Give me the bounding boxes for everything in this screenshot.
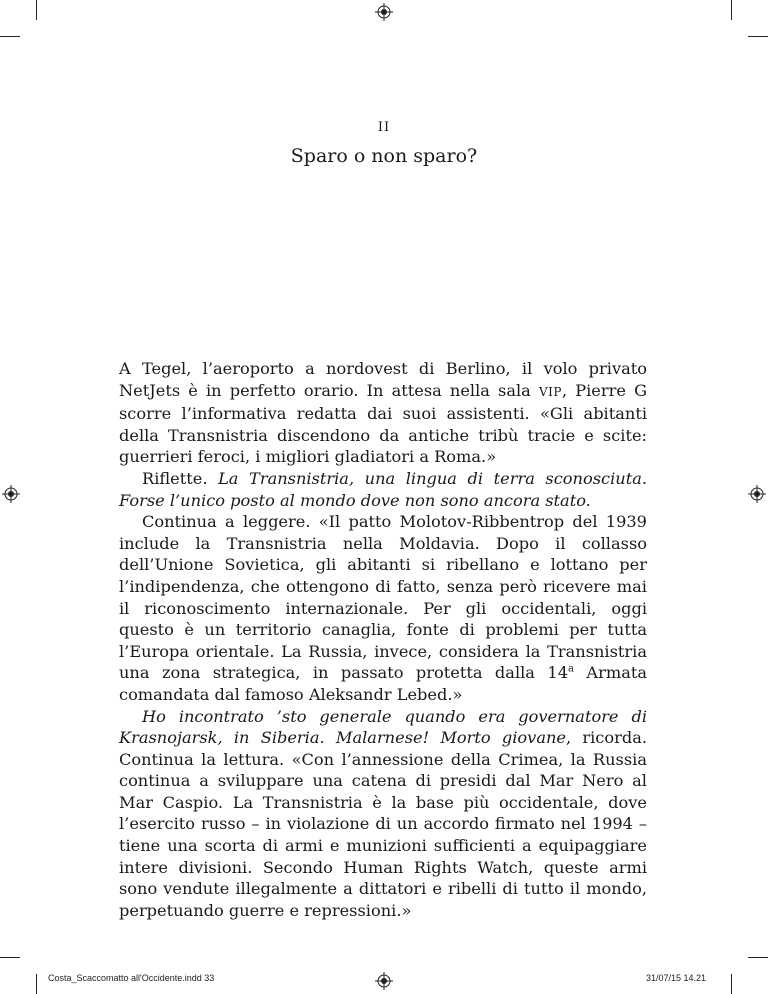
crop-mark <box>0 957 20 958</box>
text-segment: , ricorda. Continua la lettura. «Con l’annessione della Crimea, la Russia continua a sviluppare una catena di presidi dal Mar Nero al Mar Caspio. La Transnistria è la base più occidentale, dove l’esercito russo – in violazione di un accordo firmato nel 1994 – tiene una scorta di armi e munizioni sufficienti a equipaggiare intere divisioni. Secondo Human Rights Watch, queste armi sono vendute illegalmente a dittatori e ribelli di tutto il mondo, perpetuando guerre e repressioni.» <box>119 728 648 920</box>
text-segment: Continua a leggere. «Il patto Molotov-Ribbentrop del 1939 include la Transnistria nella Moldavia. Dopo il collasso dell’Unione Sovietica, gli abitanti si ribellano e lottano per l’indipendenza, che ottengono di fatto, senza però ricevere mai il riconoscimento internazionale. Per gli occidentali, oggi questo è un territorio canaglia, fonte di problemi per tutta l’Europa orientale. La Russia, invece, considera la Transnistria una zona strategica, in passato protetta dalla 14 <box>119 512 647 683</box>
text-segment: Armata comandata dal famoso Aleksandr Lebed.» <box>119 663 647 704</box>
text-segment: Riflette. <box>142 468 219 488</box>
footer-filename: Costa_Scaccomatto all'Occidente.indd 33 <box>48 973 215 983</box>
crop-mark <box>748 36 768 37</box>
text-segment: a <box>568 663 574 675</box>
crop-mark <box>0 36 20 37</box>
crop-mark <box>36 974 37 994</box>
footer-timestamp: 31/07/15 14.21 <box>646 973 707 983</box>
registration-mark-icon <box>375 3 393 21</box>
text-segment: , Pierre G scorre l’informativa redatta dai suoi assistenti. «Gli abitanti della Transnistria discendono da antiche tribù tracie e scite: guerrieri feroci, i migliori gladiatori a Roma.» <box>119 380 647 467</box>
text-segment: VIP <box>538 384 562 399</box>
crop-mark <box>748 957 768 958</box>
text-segment: A Tegel, l’aeroporto a nordovest di Berlino, il volo privato NetJets è in perfetto orario. In attesa nella sala <box>119 359 647 400</box>
chapter-number: II <box>377 120 391 135</box>
paragraph <box>119 358 647 468</box>
registration-mark-icon <box>748 485 766 503</box>
registration-mark-icon <box>375 972 393 990</box>
body-text <box>119 358 647 921</box>
registration-mark-icon <box>2 485 20 503</box>
paragraph <box>119 468 647 511</box>
crop-mark <box>36 0 37 20</box>
paragraph <box>119 511 647 705</box>
crop-mark <box>731 0 732 20</box>
text-segment: Ho incontrato ’sto generale quando era governatore di Krasnojarsk, in Siberia. Malarnese! Morto giovane <box>119 706 647 748</box>
paragraph <box>119 706 647 922</box>
crop-mark <box>731 974 732 994</box>
chapter-title: Sparo o non sparo? <box>290 145 478 167</box>
text-segment: La Transnistria, una lingua di terra sconosciuta. Forse l’unico posto al mondo dove non sono ancora stato. <box>119 468 648 510</box>
